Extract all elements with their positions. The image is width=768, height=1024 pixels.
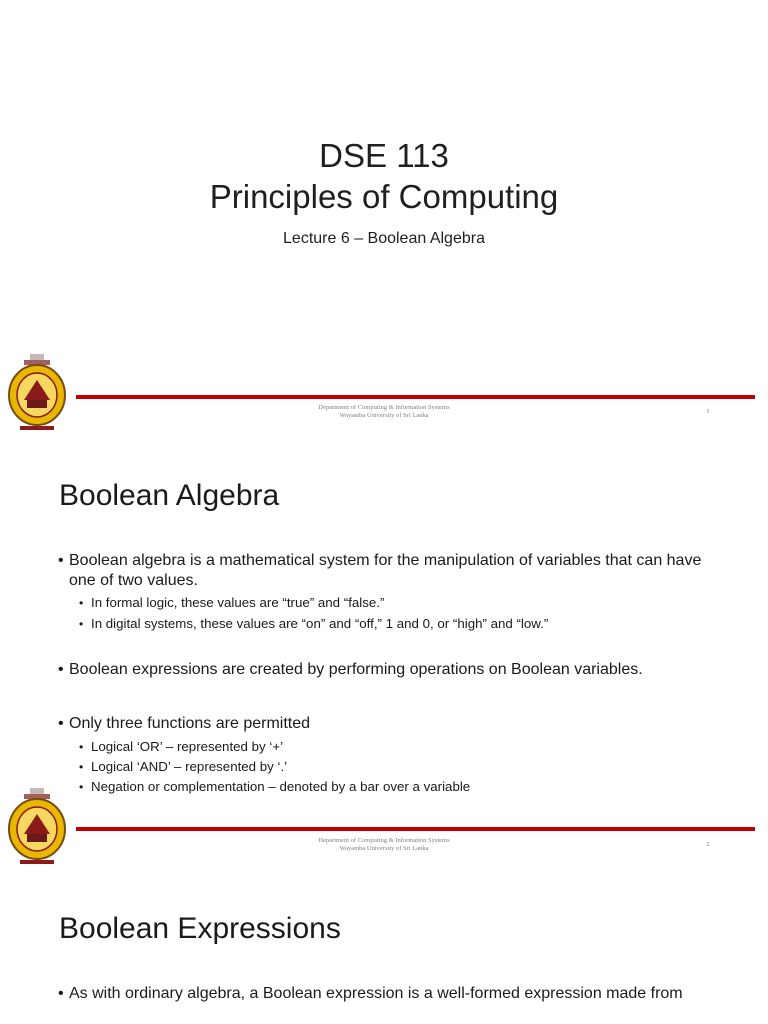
bullet-dot: • — [79, 596, 84, 610]
footer-department: Department of Computing & Information Systems — [318, 404, 450, 411]
bullet-text: In formal logic, these values are “true” and “false.” — [91, 595, 385, 610]
bullet-dot: • — [79, 617, 84, 631]
bullet-dot: • — [58, 661, 64, 678]
bullet-text: As with ordinary algebra, a Boolean expression is a well-formed expression made from — [69, 985, 683, 1002]
page-number: 1 — [706, 408, 710, 415]
bullet-dot: • — [79, 760, 84, 774]
slide-heading: Boolean Algebra — [59, 479, 280, 512]
slide-heading: Boolean Expressions — [59, 912, 341, 945]
bullet-text: Logical ‘AND’ – represented by ‘.’ — [91, 759, 288, 774]
footer-university: Wayamba University of Sri Lanka — [339, 412, 429, 419]
bullet-text: Boolean algebra is a mathematical system for the manipulation of variables that can have one of two values. — [69, 552, 702, 589]
lecture-subtitle: Lecture 6 – Boolean Algebra — [283, 230, 485, 247]
footer-department: Department of Computing & Information Systems — [318, 837, 450, 844]
bullet-dot: • — [79, 740, 84, 754]
bullet-text: Negation or complementation – denoted by a bar over a variable — [91, 779, 471, 794]
bullet — [58, 984, 718, 1004]
bullet-text: In digital systems, these values are “on” and “off,” 1 and 0, or “high” and “low.” — [91, 616, 549, 631]
footer-university: Wayamba University of Sri Lanka — [339, 845, 429, 852]
page-number: 2 — [706, 841, 710, 848]
bullet-dot: • — [58, 715, 64, 732]
bullet-dot: • — [79, 780, 84, 794]
bullet-text: Only three functions are permitted — [69, 715, 311, 732]
course-name: Principles of Computing — [209, 178, 559, 215]
bullet-dot: • — [58, 985, 64, 1002]
bullet-text: Logical ‘OR’ – represented by ‘+’ — [91, 739, 284, 754]
bullet-text: Boolean expressions are created by performing operations on Boolean variables. — [69, 661, 643, 678]
bullet-dot: • — [58, 552, 64, 569]
course-code: DSE 113 — [319, 137, 449, 174]
